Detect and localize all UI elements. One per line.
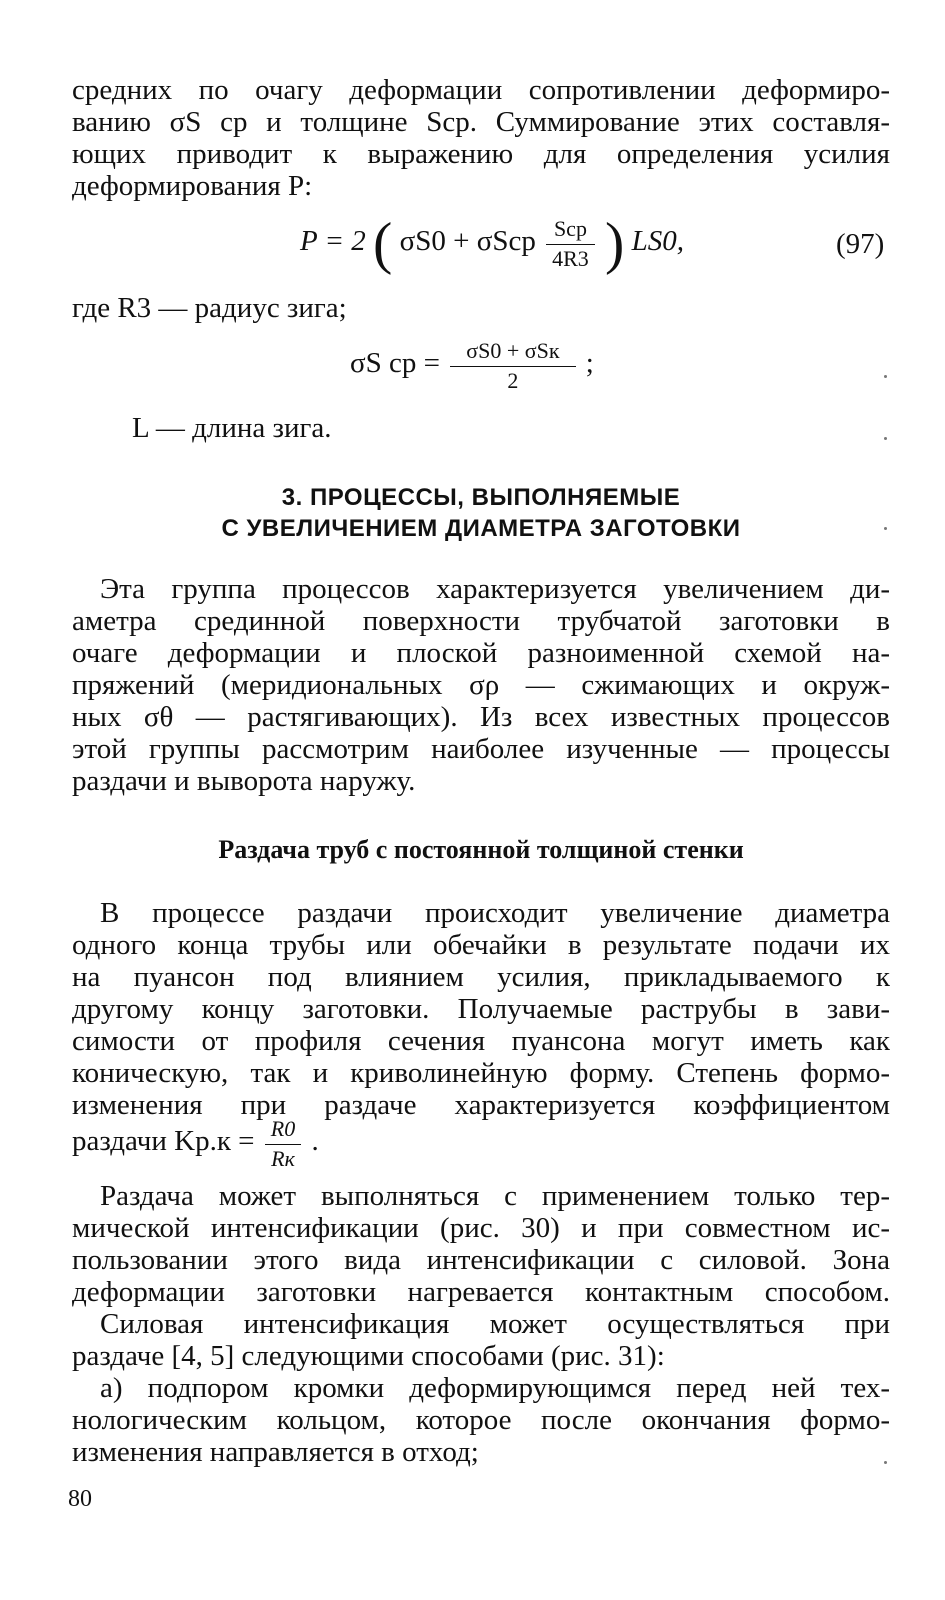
scan-speck [884,437,887,440]
fraction-numerator: Scp [546,214,595,245]
text-line: В процессе раздачи происходит увеличение диаметра [100,897,890,929]
equation-number: (97) [836,228,885,260]
fraction-numerator: R0 [265,1114,301,1145]
formula-lhs: σS ср = [350,347,440,380]
text-line: а) подпором кромки деформирующимся перед ней тех- [100,1372,890,1404]
formula-prefix: раздачи Kр.к = [72,1125,255,1158]
text-line: одного конца трубы или обечайки в результате подачи их [72,929,890,961]
text-line: Эта группа процессов характеризуется увеличением ди- [100,573,890,605]
text-line: L — длина зига. [132,412,332,444]
text-line: мической интенсификации (рис. 30) и при совместном ис- [72,1212,890,1244]
text-line: Раздача может выполняться с применением только тер- [100,1180,890,1212]
text-line: Силовая интенсификация может осуществляться при [100,1308,890,1340]
text-line: очаге деформации и плоской разноименной схемой на- [72,637,890,669]
page-number: 80 [68,1486,92,1512]
text-line: раздаче [4, 5] следующими способами (рис. 31): [72,1340,665,1372]
formula-fraction [265,1114,301,1173]
text-line: пряжений (меридиональных σρ — сжимающих и окруж- [72,669,890,701]
section-heading: С УВЕЛИЧЕНИЕМ ДИАМЕТРА ЗАГОТОВКИ [221,515,741,542]
text-line: симости от профиля сечения пуансона могут иметь как [72,1025,890,1057]
subsection-heading: Раздача труб с постоянной толщиной стенки [218,835,744,864]
fraction-numerator: σS0 + σSк [450,336,575,367]
text-line: изменения при раздаче характеризуется коэффициентом [72,1089,890,1121]
text-line: ющих приводит к выражению для определения усилия [72,138,890,170]
coefficient-formula [72,1114,319,1173]
formula-sigma [350,336,594,395]
text-line: деформации заготовки нагревается контактным способом. [72,1276,890,1308]
fraction-denominator: 4R3 [552,246,589,271]
paren-open: ( [373,210,393,276]
fraction-denominator: 2 [507,368,519,393]
paren-close: ) [605,210,625,276]
text-line: пользовании этого вида интенсификации с силовой. Зона [72,1244,890,1276]
formula-tail: ; [585,347,594,380]
section-heading: 3. ПРОЦЕССЫ, ВЫПОЛНЯЕМЫЕ [281,484,681,511]
fraction-denominator: Rк [271,1146,295,1171]
formula-tail: LS0, [631,225,684,258]
text-line: средних по очагу деформации сопротивлении деформиро- [72,74,890,106]
text-line: коническую, так и криволинейную форму. Степень формо- [72,1057,890,1089]
formula-lhs: P = 2 [300,225,366,258]
scan-speck [884,1461,887,1464]
text-line: на пуансон под влиянием усилия, прикладываемого к [72,961,890,993]
text-line: где R3 — радиус зига; [72,292,347,324]
formula-97 [300,210,684,276]
text-line: другому концу заготовки. Получаемые раструбы в зави- [72,993,890,1025]
text-line: ванию σS ср и толщине Sср. Суммирование этих составля- [72,106,890,138]
formula-tail: . [311,1125,319,1158]
text-line: этой группы рассмотрим наиболее изученные — процессы [72,733,890,765]
scan-speck [884,375,887,378]
text-line: изменения направляется в отход; [72,1436,479,1468]
text-line: деформирования P: [72,170,313,202]
text-line: нологическим кольцом, которое после окончания формо- [72,1404,890,1436]
text-line: раздачи и выворота наружу. [72,765,416,797]
text-line: ных σθ — растягивающих). Из всех известных процессов [72,701,890,733]
formula-sigma-sum: σS0 + σScp [399,225,536,258]
formula-fraction [450,336,575,395]
scan-speck [884,527,887,530]
text-line: аметра срединной поверхности трубчатой заготовки в [72,605,890,637]
formula-fraction [546,214,595,273]
